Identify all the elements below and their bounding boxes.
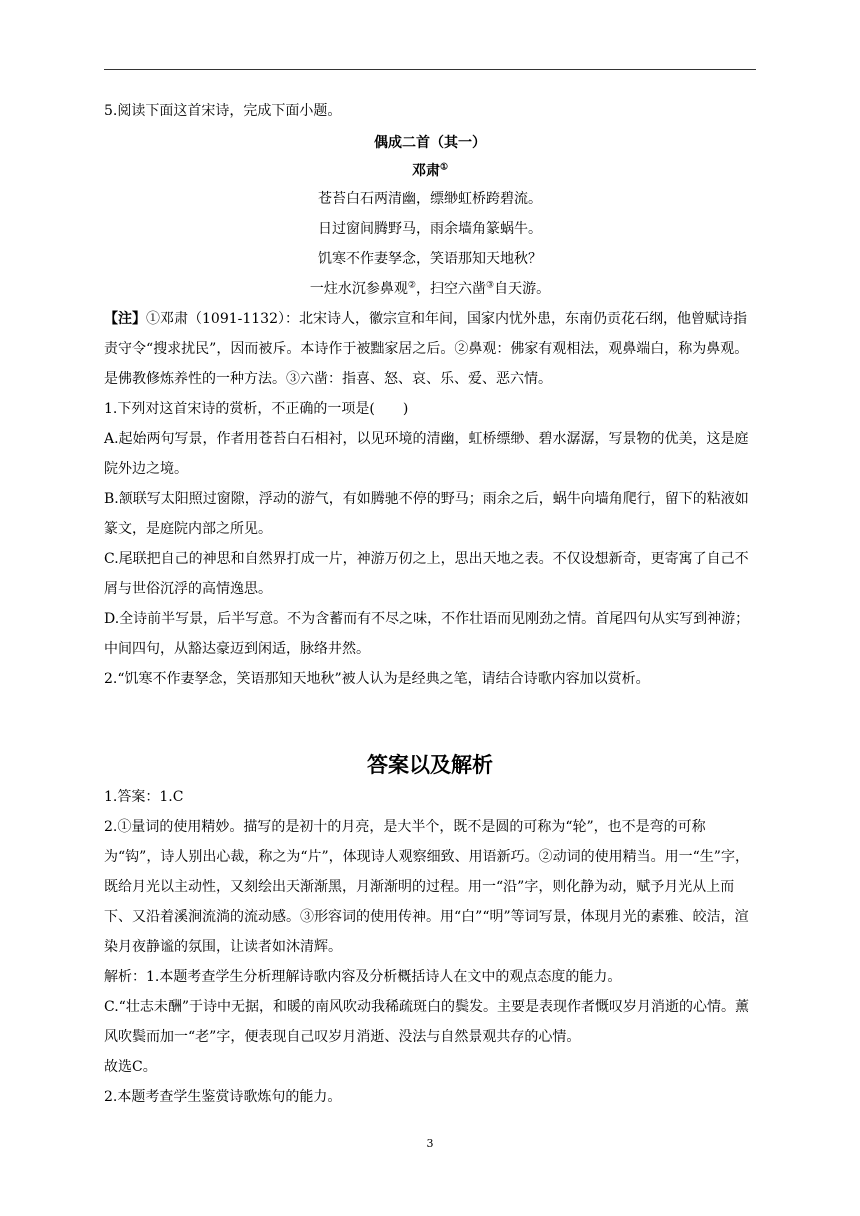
author-name: 邓肃 xyxy=(411,163,440,179)
page-number: 3 xyxy=(426,1137,434,1150)
poem-line xyxy=(104,274,756,304)
poem-title: 偶成二首（其一） xyxy=(374,135,486,151)
poem-note xyxy=(104,304,756,394)
analysis-question-2: 2.本题考查学生鉴赏诗歌炼句的能力。 xyxy=(104,1089,342,1105)
poem-line: 日过窗间腾野马，雨余墙角篆蜗牛。 xyxy=(318,221,542,237)
analysis-choice: 故选C。 xyxy=(104,1059,157,1075)
answer-2: 2.①量词的使用精妙。描写的是初十的月亮，是大半个，既不是圆的可称为“轮”，也不是弯的可称为“钩”，诗人别出心裁，称之为“片”，体现诗人观察细致、用语新巧。②动词的使用精当。用一“生”字，既给月光以主动性，又刻绘出天渐渐黑，月渐渐明的过程。用一“沿”字，则化静为动，赋予月光从上而下、又沿着溪涧流淌的流动感。③形容词的使用传神。用“白”“明”等词写景，体现月光的素雅、皎洁，渲染月夜静谧的氛围，让读者如沐清辉。 xyxy=(104,819,749,955)
question-intro: 5.阅读下面这首宋诗，完成下面小题。 xyxy=(104,103,342,119)
document-body xyxy=(104,96,756,1112)
poem-line-part: 自天游。 xyxy=(494,281,551,297)
analysis-option-c: C.“壮志未酬”于诗中无据，和暖的南风吹动我稀疏斑白的鬓发。主要是表现作者慨叹岁月消逝的心情。薰风吹鬓而加一“老”字，便表现自己叹岁月消逝、没法与自然景观共存的心情。 xyxy=(104,999,749,1045)
poem-line-part: ，扫空六凿 xyxy=(416,281,486,297)
question-1: 1.下列对这首宋诗的赏析，不正确的一项是( ) xyxy=(104,401,409,417)
answer-heading: 答案以及解析 xyxy=(367,753,493,777)
answer-1: 1.答案：1.C xyxy=(104,789,184,805)
poem-author xyxy=(104,158,756,184)
option-a: A.起始两句写景，作者用苍苔白石相衬，以见环境的清幽，虹桥缥缈、碧水潺潺，写景物的优美，这是庭院外边之境。 xyxy=(104,431,749,477)
poem-line-part: 一炷水沉参鼻观 xyxy=(309,281,408,297)
note-mark: ③ xyxy=(486,280,495,291)
poem-line: 饥寒不作妻孥念，笑语那知天地秋？ xyxy=(318,251,542,267)
option-d: D.全诗前半写景，后半写意。不为含蓄而有不尽之味，不作壮语而见刚劲之情。首尾四句从实写到神游；中间四句，从豁达豪迈到闲适，脉络井然。 xyxy=(104,611,750,657)
note-label: 【注】 xyxy=(104,311,146,327)
analysis-intro: 解析：1.本题考查学生分析理解诗歌内容及分析概括诗人在文中的观点态度的能力。 xyxy=(104,969,622,985)
note-text: ①邓肃（1091-1132）：北宋诗人，徽宗宣和年间，国家内忧外患，东南仍贡花石纲，他曾赋诗指责守令“搜求扰民”，因而被斥。本诗作于被黜家居之后。②鼻观：佛家有观相法，观鼻端白，称为鼻观。是佛教修炼养性的一种方法。③六凿：指喜、怒、哀、乐、爱、恶六情。 xyxy=(104,311,749,387)
header-rule xyxy=(104,69,756,70)
note-mark: ② xyxy=(407,280,416,291)
option-b: B.颔联写太阳照过窗隙，浮动的游气，有如腾驰不停的野马；雨余之后，蜗牛向墙角爬行，留下的粘液如篆文，是庭院内部之所见。 xyxy=(104,491,749,537)
option-c: C.尾联把自己的神思和自然界打成一片，神游万仞之上，思出天地之表。不仅设想新奇，更寄寓了自己不屑与世俗沉浮的高情逸思。 xyxy=(104,551,749,597)
question-2: 2.“饥寒不作妻孥念，笑语那知天地秋”被人认为是经典之笔，请结合诗歌内容加以赏析。 xyxy=(104,671,650,687)
poem-line: 苍苔白石两清幽，缥缈虹桥跨碧流。 xyxy=(318,191,542,207)
author-note-mark: ① xyxy=(439,162,449,173)
